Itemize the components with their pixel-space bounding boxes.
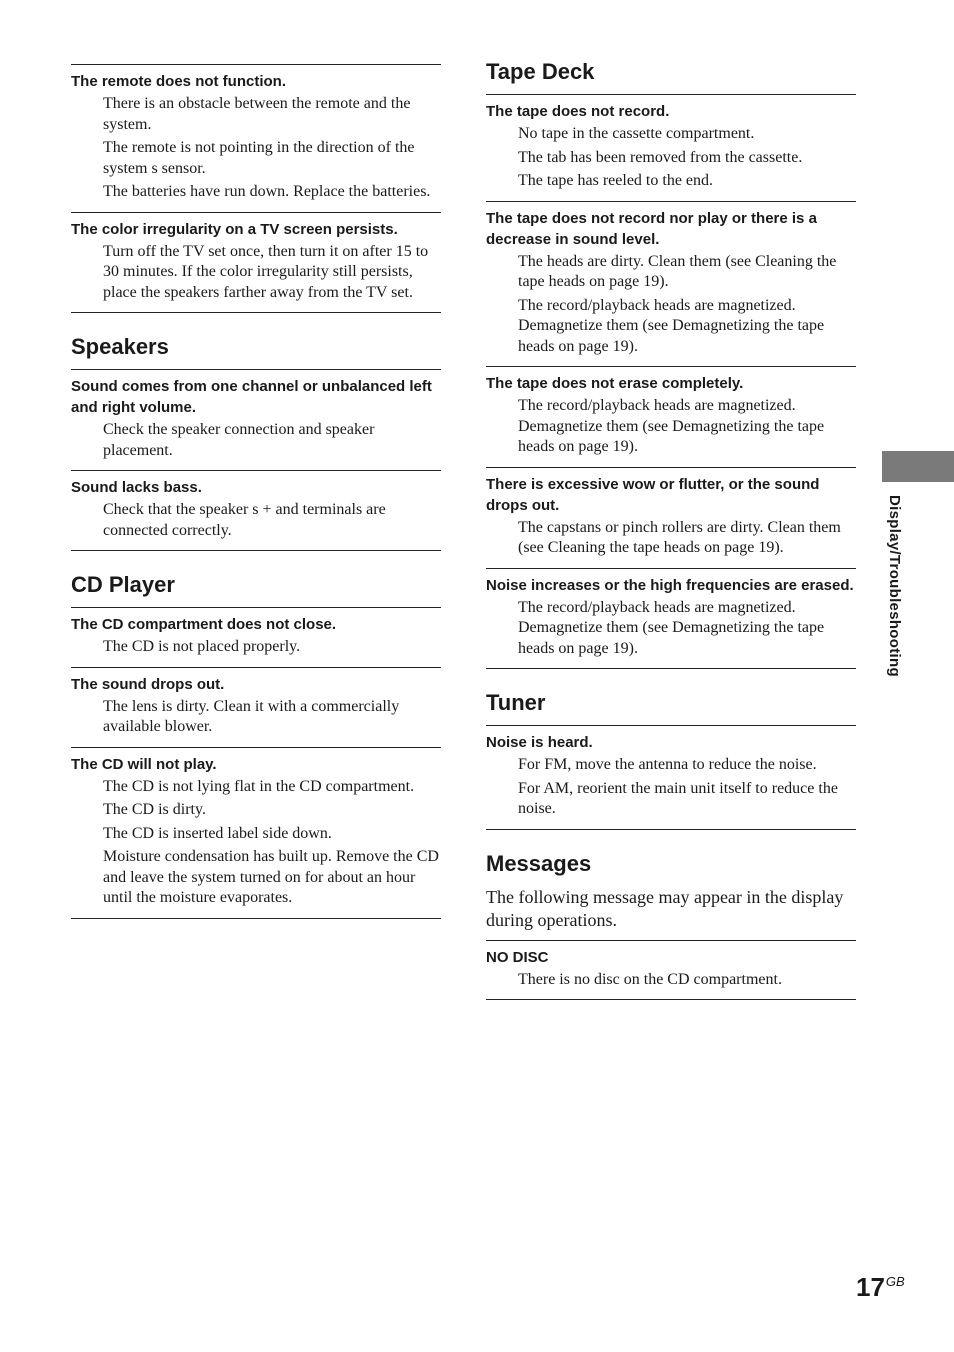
- left-column: [71, 64, 441, 939]
- troubleshooting-entry: [486, 940, 856, 1001]
- solution-text: For AM, reorient the main unit itself to reduce the noise.: [518, 779, 838, 817]
- problem-heading: Sound comes from one channel or unbalanced left and right volume.: [71, 378, 432, 416]
- troubleshooting-entry: [486, 201, 856, 367]
- solution-text: Check that the speaker s + and terminals are connected correctly.: [103, 501, 386, 539]
- problem-heading: NO DISC: [486, 948, 549, 966]
- page-number-suffix: GB: [885, 1274, 905, 1289]
- messages-intro: The following message may appear in the display during operations.: [486, 886, 844, 930]
- problem-heading: Noise increases or the high frequencies are erased.: [486, 576, 854, 594]
- problem-heading: The sound drops out.: [71, 675, 225, 693]
- solution-text: The record/playback heads are magnetized. Demagnetize them (see Demagnetizing the tape heads on page 19).: [518, 397, 825, 455]
- solution-text: The heads are dirty. Clean them (see Cleaning the tape heads on page 19).: [518, 252, 837, 290]
- troubleshooting-entry: [486, 94, 856, 201]
- solution-text: The record/playback heads are magnetized. Demagnetize them (see Demagnetizing the tape heads on page 19).: [518, 598, 825, 657]
- solution-text: The CD is inserted label side down.: [103, 824, 332, 842]
- problem-heading: There is excessive wow or flutter, or the sound drops out.: [486, 475, 820, 514]
- problem-heading: The tape does not record.: [486, 103, 670, 120]
- solution-text: There is an obstacle between the remote and the system.: [103, 95, 411, 133]
- cd-player-heading: CD Player: [71, 572, 175, 597]
- troubleshooting-entry: [486, 467, 856, 568]
- solution-text: Check the speaker connection and speaker placement.: [103, 421, 375, 459]
- troubleshooting-entry: [71, 64, 441, 212]
- problem-heading: The CD will not play.: [71, 755, 217, 773]
- troubleshooting-entry: [71, 212, 441, 314]
- tape-deck-entries: [486, 94, 856, 669]
- solution-text: The record/playback heads are magnetized. Demagnetize them (see Demagnetizing the tape heads on page 19).: [518, 296, 825, 355]
- problem-heading: The color irregularity on a TV screen persists.: [71, 220, 398, 238]
- tuner-entries: [486, 725, 856, 830]
- problem-heading: The remote does not function.: [71, 73, 287, 90]
- problem-heading: Noise is heard.: [486, 734, 593, 751]
- solution-text: The CD is dirty.: [103, 801, 206, 818]
- remote-entries: [71, 64, 441, 313]
- section-tab-marker: [882, 451, 954, 482]
- problem-heading: The tape does not erase completely.: [486, 375, 744, 392]
- solution-text: The tab has been removed from the cassette.: [518, 148, 803, 166]
- solution-text: The batteries have run down. Replace the batteries.: [103, 183, 431, 200]
- troubleshooting-entry: [71, 470, 441, 551]
- troubleshooting-entry: [71, 667, 441, 747]
- cd-player-entries: [71, 607, 441, 919]
- problem-heading: Sound lacks bass.: [71, 479, 202, 496]
- page-number: [856, 1272, 905, 1303]
- solution-text: Moisture condensation has built up. Remove the CD and leave the system turned on for about an hour until the moisture evaporates.: [103, 848, 439, 906]
- troubleshooting-entry: [486, 725, 856, 830]
- solution-text: The lens is dirty. Clean it with a commercially available blower.: [103, 697, 400, 735]
- right-column: [486, 58, 856, 1020]
- troubleshooting-entry: [486, 568, 856, 670]
- page-number-value: 17: [856, 1272, 885, 1302]
- solution-text: Turn off the TV set once, then turn it on after 15 to 30 minutes. If the color irregularity still persists, place the speakers farther away from the TV set.: [103, 242, 429, 301]
- solution-text: The remote is not pointing in the direction of the system s sensor.: [103, 139, 415, 177]
- solution-text: The CD is not placed properly.: [103, 638, 301, 655]
- problem-heading: The CD compartment does not close.: [71, 616, 337, 633]
- tape-deck-heading: Tape Deck: [486, 59, 595, 84]
- side-section-label: Display/Troubleshooting: [886, 495, 903, 677]
- solution-text: The CD is not lying flat in the CD compartment.: [103, 777, 415, 795]
- troubleshooting-entry: [71, 369, 441, 470]
- troubleshooting-entry: [486, 366, 856, 467]
- messages-entries: [486, 940, 856, 1001]
- solution-text: The tape has reeled to the end.: [518, 172, 714, 189]
- solution-text: The capstans or pinch rollers are dirty. Clean them (see Cleaning the tape heads on page 19).: [518, 518, 841, 556]
- solution-text: There is no disc on the CD compartment.: [518, 970, 782, 988]
- troubleshooting-entry: [71, 747, 441, 919]
- speakers-entries: [71, 369, 441, 551]
- tuner-heading: Tuner: [486, 690, 546, 715]
- speakers-heading: Speakers: [71, 334, 169, 359]
- messages-heading: Messages: [486, 850, 592, 876]
- problem-heading: The tape does not record nor play or there is a decrease in sound level.: [486, 209, 817, 248]
- solution-text: No tape in the cassette compartment.: [518, 125, 755, 142]
- troubleshooting-entry: [71, 607, 441, 667]
- solution-text: For FM, move the antenna to reduce the noise.: [518, 756, 817, 773]
